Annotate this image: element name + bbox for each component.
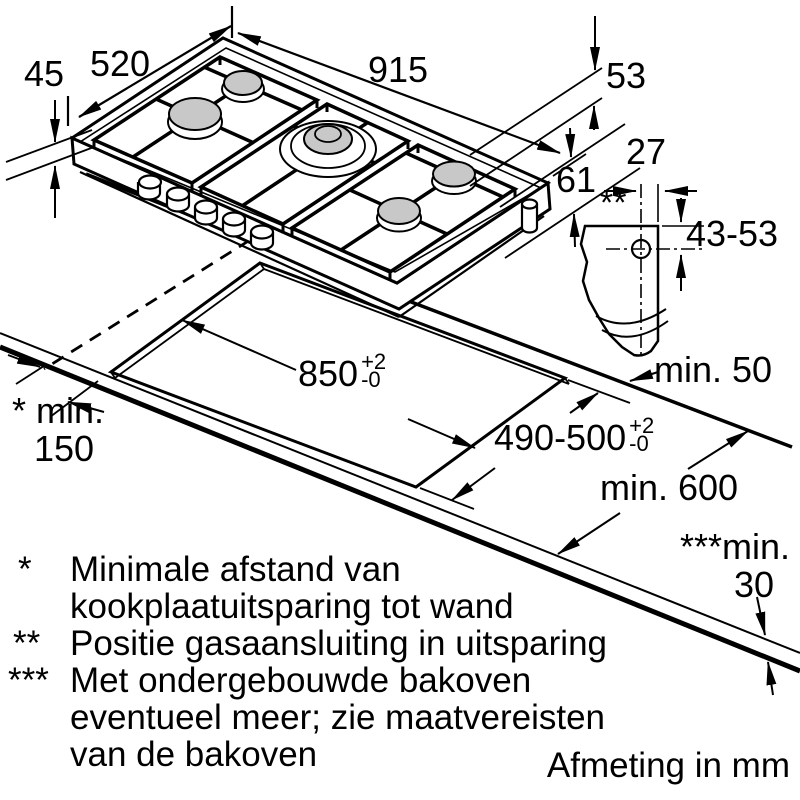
- footnote-text: Met ondergebouwde bakoven: [70, 661, 532, 700]
- dim-wall-clearance: * min. 150: [12, 390, 105, 469]
- dim-hob-width: 915: [368, 49, 429, 90]
- footnote-text: Positie gasaansluiting in uitsparing: [70, 624, 607, 663]
- footnote-text: Minimale afstand van: [70, 550, 401, 589]
- burner-front-left: [169, 98, 221, 130]
- dim-gas-vertical: 43-53: [686, 213, 779, 254]
- wall-dashed-line: [44, 240, 250, 369]
- dim-cutout-depth: 490-500 +2 -0: [494, 413, 655, 458]
- dim-build-height: 61: [556, 159, 597, 200]
- dim-rear-offset: 53: [606, 55, 647, 96]
- footnote-text: van de bakoven: [70, 735, 318, 774]
- dim-hob-height: 45: [24, 53, 65, 94]
- footnote-marker: *: [18, 550, 32, 589]
- footnote-marker: ***: [8, 661, 49, 700]
- burner-back-left: [224, 71, 262, 95]
- dim-rear-clearance: min. 50: [654, 349, 773, 390]
- burner-front-right: [378, 198, 420, 224]
- dim-oven-clearance: ***min. 30: [679, 526, 790, 605]
- gas-position-marker: **: [600, 184, 627, 222]
- dim-gas-horizontal: 27: [626, 131, 667, 172]
- gas-inlet-stub: [522, 200, 537, 233]
- unit-note: Afmeting in mm: [546, 746, 790, 785]
- dim-hob-depth: 520: [90, 43, 151, 84]
- dim-worktop-depth: min. 600: [600, 467, 739, 508]
- footnote-text: eventueel meer; zie maatvereisten: [70, 698, 605, 737]
- footnote-marker: **: [13, 624, 41, 663]
- burner-back-right: [433, 162, 475, 187]
- dim-cutout-width: 850 +2 -0: [298, 349, 387, 394]
- footnote-text: kookplaatuitsparing tot wand: [70, 587, 514, 626]
